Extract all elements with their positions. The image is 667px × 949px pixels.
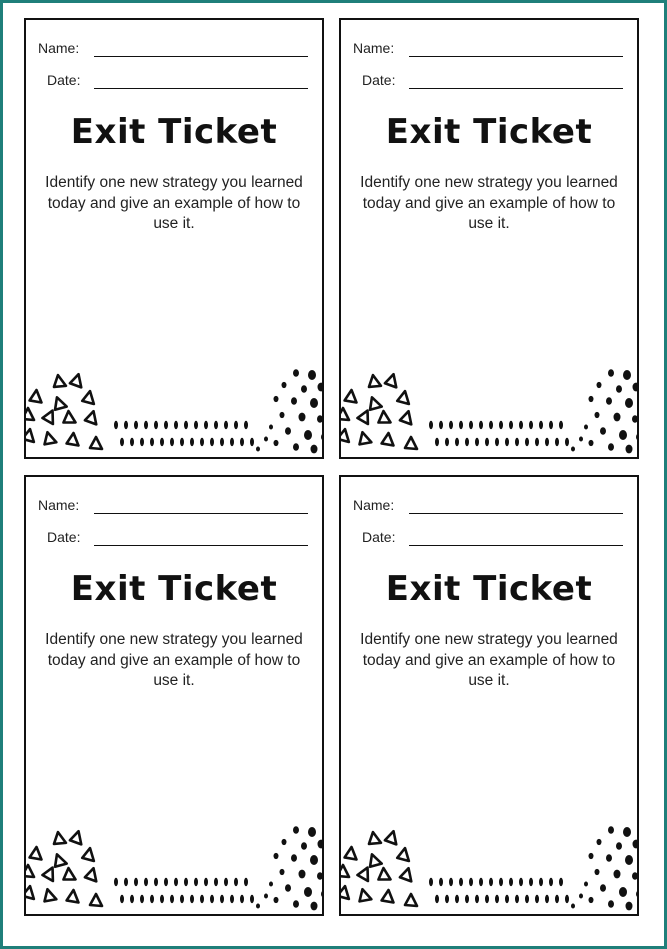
name-row bbox=[26, 40, 322, 60]
dot-ornament bbox=[293, 826, 299, 834]
dot-ornament bbox=[589, 396, 594, 402]
dash-ornament bbox=[244, 421, 248, 429]
dot-ornament bbox=[256, 904, 260, 909]
dash-ornament bbox=[210, 895, 214, 903]
dash-ornament bbox=[224, 421, 228, 429]
ticket-prompt: Identify one new strategy you learned today and give an example of how to use it. bbox=[360, 631, 618, 689]
dash-ornament bbox=[469, 421, 473, 429]
date-line[interactable] bbox=[94, 88, 308, 89]
dash-ornament bbox=[429, 878, 433, 886]
dot-ornament bbox=[282, 382, 287, 388]
dash-ornament bbox=[160, 895, 164, 903]
name-label: Name: bbox=[353, 497, 395, 513]
triangle-ornament bbox=[52, 831, 66, 845]
dot-ornament bbox=[293, 900, 299, 908]
triangle-ornament bbox=[85, 410, 100, 425]
name-label: Name: bbox=[38, 40, 80, 56]
dot-ornament bbox=[274, 440, 279, 446]
dash-ornament bbox=[180, 438, 184, 446]
name-line[interactable] bbox=[94, 56, 308, 57]
name-line[interactable] bbox=[94, 513, 308, 514]
dot-ornament bbox=[626, 445, 633, 454]
dash-ornament bbox=[214, 878, 218, 886]
triangle-ornament bbox=[26, 885, 36, 899]
ticket-prompt: Identify one new strategy you learned today and give an example of how to use it. bbox=[45, 174, 303, 232]
dot-ornament bbox=[318, 840, 323, 849]
dash-ornament bbox=[445, 438, 449, 446]
dash-ornament bbox=[204, 878, 208, 886]
triangle-ornament bbox=[26, 428, 36, 442]
dash-ornament bbox=[134, 878, 138, 886]
dash-ornament bbox=[174, 421, 178, 429]
dash-ornament bbox=[154, 878, 158, 886]
dot-ornament bbox=[600, 884, 606, 892]
dot-ornament bbox=[584, 882, 588, 887]
dot-ornament bbox=[269, 425, 273, 430]
dot-ornament bbox=[619, 887, 627, 897]
dot-ornament bbox=[280, 869, 285, 875]
dash-ornament bbox=[515, 895, 519, 903]
triangle-ornament bbox=[357, 888, 372, 903]
dash-ornament bbox=[144, 878, 148, 886]
dot-ornament bbox=[321, 433, 322, 441]
dash-ornament bbox=[184, 421, 188, 429]
dash-ornament bbox=[559, 878, 563, 886]
dot-ornament bbox=[317, 415, 322, 423]
dot-ornament bbox=[608, 369, 614, 377]
dash-ornament bbox=[479, 878, 483, 886]
dash-ornament bbox=[519, 878, 523, 886]
dash-ornament bbox=[509, 878, 513, 886]
dot-ornament bbox=[293, 369, 299, 377]
triangle-ornament bbox=[42, 888, 57, 903]
ticket-prompt: Identify one new strategy you learned today and give an example of how to use it. bbox=[360, 174, 618, 232]
dot-ornament bbox=[274, 853, 279, 859]
dot-ornament bbox=[595, 869, 600, 875]
triangle-ornament bbox=[70, 373, 85, 388]
triangle-ornament bbox=[397, 847, 411, 861]
dash-ornament bbox=[535, 438, 539, 446]
dash-ornament bbox=[485, 438, 489, 446]
dash-ornament bbox=[140, 895, 144, 903]
dot-ornament bbox=[274, 396, 279, 402]
decorative-dots bbox=[341, 367, 637, 457]
dash-ornament bbox=[114, 421, 118, 429]
name-row bbox=[341, 497, 637, 517]
triangle-ornament bbox=[66, 889, 79, 902]
dash-ornament bbox=[234, 878, 238, 886]
dash-ornament bbox=[180, 895, 184, 903]
dash-ornament bbox=[429, 421, 433, 429]
decorative-dots bbox=[26, 824, 322, 914]
dash-ornament bbox=[154, 421, 158, 429]
dash-ornament bbox=[489, 878, 493, 886]
name-line[interactable] bbox=[409, 513, 623, 514]
triangle-ornament bbox=[341, 865, 349, 877]
dot-ornament bbox=[625, 855, 633, 865]
dash-ornament bbox=[485, 895, 489, 903]
dash-ornament bbox=[220, 895, 224, 903]
dash-ornament bbox=[130, 438, 134, 446]
dot-ornament bbox=[310, 855, 318, 865]
dot-ornament bbox=[291, 397, 297, 405]
dash-ornament bbox=[505, 895, 509, 903]
dash-ornament bbox=[184, 878, 188, 886]
triangle-ornament bbox=[344, 846, 357, 859]
dash-ornament bbox=[224, 878, 228, 886]
dot-ornament bbox=[623, 370, 631, 380]
name-label: Name: bbox=[38, 497, 80, 513]
dash-ornament bbox=[535, 895, 539, 903]
dot-ornament bbox=[274, 897, 279, 903]
dot-ornament bbox=[632, 872, 637, 880]
dash-ornament bbox=[144, 421, 148, 429]
name-row bbox=[26, 497, 322, 517]
dash-ornament bbox=[445, 895, 449, 903]
triangle-ornament bbox=[29, 389, 42, 402]
date-label: Date: bbox=[47, 529, 81, 545]
dash-ornament bbox=[439, 878, 443, 886]
dot-ornament bbox=[301, 842, 307, 850]
dash-ornament bbox=[240, 895, 244, 903]
triangle-ornament bbox=[400, 867, 415, 882]
dot-ornament bbox=[311, 902, 318, 911]
triangle-ornament bbox=[26, 865, 34, 877]
dot-ornament bbox=[579, 894, 583, 899]
dash-ornament bbox=[439, 421, 443, 429]
dash-ornament bbox=[210, 438, 214, 446]
dot-ornament bbox=[623, 827, 631, 837]
dash-ornament bbox=[465, 438, 469, 446]
exit-ticket-card bbox=[24, 475, 324, 916]
dash-ornament bbox=[250, 895, 254, 903]
dot-ornament bbox=[584, 425, 588, 430]
date-row bbox=[341, 529, 637, 549]
triangle-ornament bbox=[377, 410, 390, 423]
triangle-ornament bbox=[341, 408, 349, 420]
dot-ornament bbox=[579, 437, 583, 442]
dot-ornament bbox=[264, 437, 268, 442]
triangle-ornament bbox=[42, 431, 57, 446]
triangle-ornament bbox=[70, 830, 85, 845]
dot-ornament bbox=[318, 383, 323, 392]
dash-ornament bbox=[170, 438, 174, 446]
dash-ornament bbox=[475, 895, 479, 903]
dot-ornament bbox=[595, 412, 600, 418]
ticket-title: Exit Ticket bbox=[70, 569, 278, 609]
dash-ornament bbox=[515, 438, 519, 446]
dot-ornament bbox=[269, 882, 273, 887]
dot-ornament bbox=[304, 887, 312, 897]
date-label: Date: bbox=[47, 72, 81, 88]
dash-ornament bbox=[495, 895, 499, 903]
dot-ornament bbox=[636, 890, 637, 898]
dash-ornament bbox=[529, 421, 533, 429]
dash-ornament bbox=[435, 438, 439, 446]
dash-ornament bbox=[539, 878, 543, 886]
triangle-ornament bbox=[405, 894, 417, 906]
dash-ornament bbox=[160, 438, 164, 446]
triangle-ornament bbox=[66, 432, 79, 445]
dash-ornament bbox=[220, 438, 224, 446]
triangle-ornament bbox=[29, 846, 42, 859]
dash-ornament bbox=[449, 878, 453, 886]
ticket-title: Exit Ticket bbox=[70, 112, 278, 152]
date-label: Date: bbox=[362, 529, 396, 545]
dash-ornament bbox=[555, 438, 559, 446]
triangle-ornament bbox=[400, 410, 415, 425]
triangle-ornament bbox=[62, 867, 75, 880]
date-line[interactable] bbox=[409, 545, 623, 546]
dash-ornament bbox=[565, 438, 569, 446]
dash-ornament bbox=[194, 878, 198, 886]
dash-ornament bbox=[469, 878, 473, 886]
dot-ornament bbox=[285, 427, 291, 435]
dot-ornament bbox=[308, 370, 316, 380]
dash-ornament bbox=[489, 421, 493, 429]
dot-ornament bbox=[308, 827, 316, 837]
dash-ornament bbox=[545, 895, 549, 903]
triangle-ornament bbox=[341, 428, 351, 442]
triangle-ornament bbox=[366, 852, 381, 867]
dash-ornament bbox=[240, 438, 244, 446]
dash-ornament bbox=[244, 878, 248, 886]
dash-ornament bbox=[459, 421, 463, 429]
dot-ornament bbox=[616, 842, 622, 850]
decorative-dots bbox=[341, 824, 637, 914]
dot-ornament bbox=[264, 894, 268, 899]
triangle-ornament bbox=[367, 831, 381, 845]
decorative-dots bbox=[26, 367, 322, 457]
date-label: Date: bbox=[362, 72, 396, 88]
dash-ornament bbox=[465, 895, 469, 903]
dash-ornament bbox=[114, 878, 118, 886]
dash-ornament bbox=[559, 421, 563, 429]
dash-ornament bbox=[455, 895, 459, 903]
dot-ornament bbox=[636, 433, 637, 441]
dash-ornament bbox=[479, 421, 483, 429]
triangle-ornament bbox=[62, 410, 75, 423]
dash-ornament bbox=[134, 421, 138, 429]
triangle-ornament bbox=[341, 885, 351, 899]
dash-ornament bbox=[200, 895, 204, 903]
dash-ornament bbox=[190, 438, 194, 446]
dash-ornament bbox=[164, 421, 168, 429]
dot-ornament bbox=[626, 902, 633, 911]
date-row bbox=[26, 529, 322, 549]
triangle-ornament bbox=[85, 867, 100, 882]
triangle-ornament bbox=[405, 437, 417, 449]
dot-ornament bbox=[608, 443, 614, 451]
name-row bbox=[341, 40, 637, 60]
triangle-ornament bbox=[367, 374, 381, 388]
dash-ornament bbox=[170, 895, 174, 903]
triangle-ornament bbox=[26, 408, 34, 420]
dot-ornament bbox=[321, 890, 322, 898]
dash-ornament bbox=[120, 895, 124, 903]
triangle-ornament bbox=[377, 867, 390, 880]
date-row bbox=[26, 72, 322, 92]
triangle-ornament bbox=[397, 390, 411, 404]
dash-ornament bbox=[525, 438, 529, 446]
dot-ornament bbox=[608, 826, 614, 834]
dot-ornament bbox=[632, 415, 637, 423]
triangle-ornament bbox=[82, 390, 96, 404]
ticket-prompt: Identify one new strategy you learned today and give an example of how to use it. bbox=[45, 631, 303, 689]
dot-ornament bbox=[614, 870, 621, 879]
dot-ornament bbox=[614, 413, 621, 422]
triangle-ornament bbox=[381, 432, 394, 445]
dash-ornament bbox=[150, 438, 154, 446]
dash-ornament bbox=[499, 421, 503, 429]
dot-ornament bbox=[589, 440, 594, 446]
dash-ornament bbox=[250, 438, 254, 446]
dot-ornament bbox=[310, 398, 318, 408]
dot-ornament bbox=[606, 397, 612, 405]
dash-ornament bbox=[174, 878, 178, 886]
dot-ornament bbox=[571, 447, 575, 452]
dash-ornament bbox=[505, 438, 509, 446]
dot-ornament bbox=[282, 839, 287, 845]
triangle-ornament bbox=[385, 373, 400, 388]
dash-ornament bbox=[230, 438, 234, 446]
dash-ornament bbox=[130, 895, 134, 903]
dash-ornament bbox=[230, 895, 234, 903]
triangle-ornament bbox=[90, 437, 102, 449]
date-line[interactable] bbox=[409, 88, 623, 89]
dot-ornament bbox=[299, 870, 306, 879]
triangle-ornament bbox=[51, 395, 66, 410]
dot-ornament bbox=[256, 447, 260, 452]
dash-ornament bbox=[120, 438, 124, 446]
ticket-title: Exit Ticket bbox=[385, 112, 593, 152]
dash-ornament bbox=[459, 878, 463, 886]
dash-ornament bbox=[150, 895, 154, 903]
dot-ornament bbox=[616, 385, 622, 393]
dot-ornament bbox=[317, 872, 322, 880]
triangle-ornament bbox=[381, 889, 394, 902]
dot-ornament bbox=[633, 383, 638, 392]
dash-ornament bbox=[539, 421, 543, 429]
dash-ornament bbox=[124, 878, 128, 886]
dot-ornament bbox=[619, 430, 627, 440]
dot-ornament bbox=[597, 382, 602, 388]
exit-ticket-card bbox=[24, 18, 324, 459]
dash-ornament bbox=[555, 895, 559, 903]
date-row bbox=[341, 72, 637, 92]
dash-ornament bbox=[549, 878, 553, 886]
dot-ornament bbox=[304, 430, 312, 440]
dot-ornament bbox=[285, 884, 291, 892]
dash-ornament bbox=[519, 421, 523, 429]
dot-ornament bbox=[291, 854, 297, 862]
date-line[interactable] bbox=[94, 545, 308, 546]
triangle-ornament bbox=[344, 389, 357, 402]
dash-ornament bbox=[190, 895, 194, 903]
dash-ornament bbox=[194, 421, 198, 429]
dot-ornament bbox=[633, 840, 638, 849]
exit-ticket-card bbox=[339, 475, 639, 916]
dash-ornament bbox=[164, 878, 168, 886]
triangle-ornament bbox=[366, 395, 381, 410]
dot-ornament bbox=[597, 839, 602, 845]
dot-ornament bbox=[589, 853, 594, 859]
dash-ornament bbox=[495, 438, 499, 446]
triangle-ornament bbox=[90, 894, 102, 906]
name-label: Name: bbox=[353, 40, 395, 56]
dash-ornament bbox=[545, 438, 549, 446]
dash-ornament bbox=[200, 438, 204, 446]
exit-ticket-card bbox=[339, 18, 639, 459]
dot-ornament bbox=[606, 854, 612, 862]
ticket-title: Exit Ticket bbox=[385, 569, 593, 609]
dash-ornament bbox=[124, 421, 128, 429]
dash-ornament bbox=[455, 438, 459, 446]
dash-ornament bbox=[549, 421, 553, 429]
dot-ornament bbox=[280, 412, 285, 418]
dot-ornament bbox=[293, 443, 299, 451]
dash-ornament bbox=[435, 895, 439, 903]
dot-ornament bbox=[301, 385, 307, 393]
dash-ornament bbox=[525, 895, 529, 903]
triangle-ornament bbox=[82, 847, 96, 861]
dash-ornament bbox=[449, 421, 453, 429]
dash-ornament bbox=[234, 421, 238, 429]
dash-ornament bbox=[204, 421, 208, 429]
triangle-ornament bbox=[52, 374, 66, 388]
dash-ornament bbox=[499, 878, 503, 886]
dot-ornament bbox=[625, 398, 633, 408]
dash-ornament bbox=[475, 438, 479, 446]
triangle-ornament bbox=[51, 852, 66, 867]
name-line[interactable] bbox=[409, 56, 623, 57]
triangle-ornament bbox=[357, 431, 372, 446]
dot-ornament bbox=[600, 427, 606, 435]
dot-ornament bbox=[589, 897, 594, 903]
triangle-ornament bbox=[385, 830, 400, 845]
dot-ornament bbox=[571, 904, 575, 909]
dash-ornament bbox=[509, 421, 513, 429]
dot-ornament bbox=[311, 445, 318, 454]
dash-ornament bbox=[529, 878, 533, 886]
dash-ornament bbox=[565, 895, 569, 903]
dash-ornament bbox=[140, 438, 144, 446]
dash-ornament bbox=[214, 421, 218, 429]
dot-ornament bbox=[299, 413, 306, 422]
dot-ornament bbox=[608, 900, 614, 908]
